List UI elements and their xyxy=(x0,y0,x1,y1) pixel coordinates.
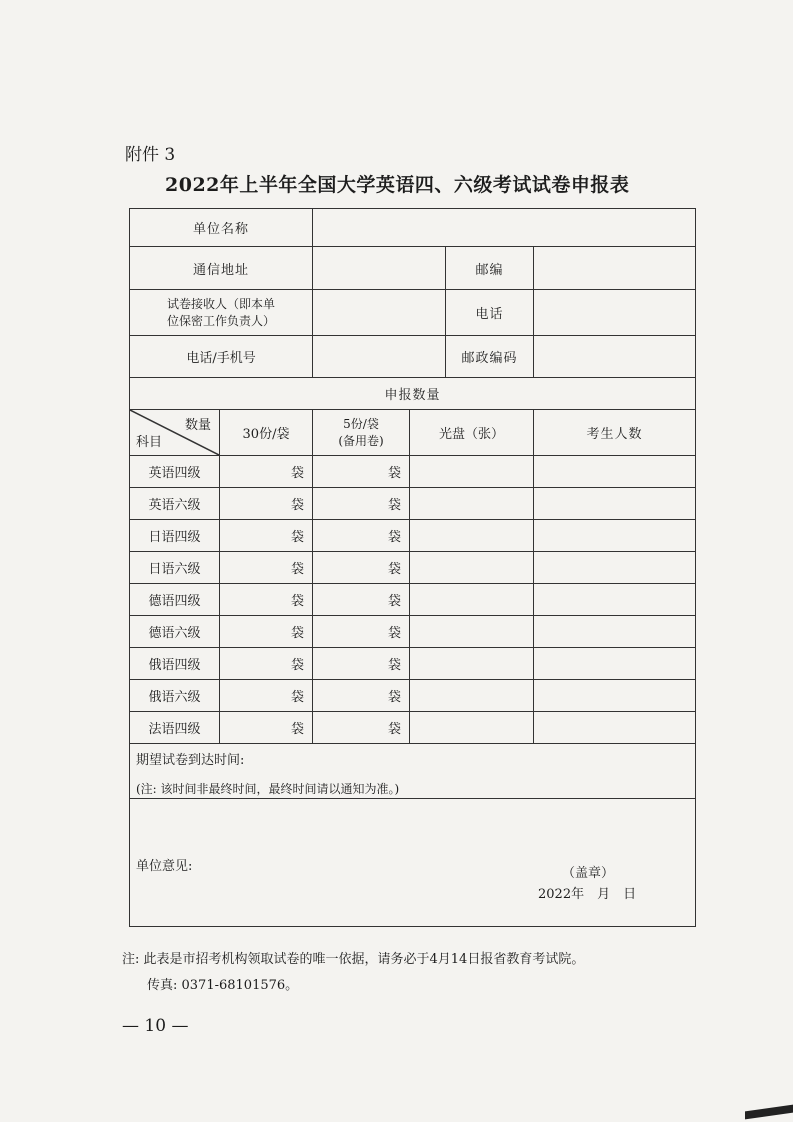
bags-5-cell[interactable]: 袋 xyxy=(313,520,410,552)
subject-name: 日语四级 xyxy=(130,520,220,552)
subject-row xyxy=(130,584,696,616)
corner-bottom-label: 科目 xyxy=(136,435,163,450)
col-header-students: 考生人数 xyxy=(534,410,696,456)
receiver-field[interactable] xyxy=(313,290,446,336)
postcode-label: 邮编 xyxy=(446,247,534,290)
disc-count-cell[interactable] xyxy=(410,648,534,680)
bags-30-cell[interactable]: 袋 xyxy=(220,584,313,616)
application-form xyxy=(129,208,696,927)
unit-name-field[interactable] xyxy=(313,209,696,247)
bags-5-cell[interactable]: 袋 xyxy=(313,552,410,584)
receiver-label-line2: 位保密工作负责人） xyxy=(167,313,276,328)
subject-row xyxy=(130,680,696,712)
student-count-cell[interactable] xyxy=(534,616,696,648)
bags-30-cell[interactable]: 袋 xyxy=(220,520,313,552)
postcode-field[interactable] xyxy=(534,247,696,290)
col-header-5-line1: 5份/袋 xyxy=(343,416,379,431)
phone-field[interactable] xyxy=(534,290,696,336)
disc-count-cell[interactable] xyxy=(410,520,534,552)
footnote-line1: 注: 此表是市招考机构领取试卷的唯一依据，请务必于4月14日报省教育考试院。 xyxy=(122,952,585,967)
disc-count-cell[interactable] xyxy=(410,712,534,744)
address-label: 通信地址 xyxy=(130,247,313,290)
unit-name-label: 单位名称 xyxy=(130,209,313,247)
opinion-label: 单位意见: xyxy=(136,859,193,874)
form-title: 2022年上半年全国大学英语四、六级考试试卷申报表 xyxy=(165,174,630,196)
receiver-label xyxy=(130,290,313,336)
bags-5-cell[interactable]: 袋 xyxy=(313,488,410,520)
bags-30-cell[interactable]: 袋 xyxy=(220,552,313,584)
col-header-5 xyxy=(313,410,410,456)
bags-5-cell[interactable]: 袋 xyxy=(313,712,410,744)
subject-name: 英语四级 xyxy=(130,456,220,488)
student-count-cell[interactable] xyxy=(534,552,696,584)
col-header-30: 30份/袋 xyxy=(220,410,313,456)
student-count-cell[interactable] xyxy=(534,584,696,616)
disc-count-cell[interactable] xyxy=(410,456,534,488)
subject-rows xyxy=(130,456,696,744)
bags-30-cell[interactable]: 袋 xyxy=(220,616,313,648)
subject-row xyxy=(130,552,696,584)
postal-code-field[interactable] xyxy=(534,336,696,378)
disc-count-cell[interactable] xyxy=(410,488,534,520)
bags-5-cell[interactable]: 袋 xyxy=(313,648,410,680)
bags-30-cell[interactable]: 袋 xyxy=(220,488,313,520)
subject-row xyxy=(130,648,696,680)
subject-row xyxy=(130,456,696,488)
seal-label: （盖章） xyxy=(562,866,615,881)
attachment-label: 附件 3 xyxy=(125,145,176,165)
student-count-cell[interactable] xyxy=(534,712,696,744)
arrival-label: 期望试卷到达时间: xyxy=(136,753,245,768)
phone-label: 电话 xyxy=(446,290,534,336)
subject-name: 法语四级 xyxy=(130,712,220,744)
date-label: 2022年 月 日 xyxy=(538,887,637,902)
bags-5-cell[interactable]: 袋 xyxy=(313,616,410,648)
disc-count-cell[interactable] xyxy=(410,584,534,616)
subject-name: 俄语六级 xyxy=(130,680,220,712)
mobile-field[interactable] xyxy=(313,336,446,378)
corner-top-label: 数量 xyxy=(184,418,211,433)
student-count-cell[interactable] xyxy=(534,648,696,680)
student-count-cell[interactable] xyxy=(534,680,696,712)
student-count-cell[interactable] xyxy=(534,520,696,552)
subject-name: 日语六级 xyxy=(130,552,220,584)
subject-name: 德语六级 xyxy=(130,616,220,648)
postal-code-label: 邮政编码 xyxy=(446,336,534,378)
corner-header-cell xyxy=(130,410,220,456)
bags-5-cell[interactable]: 袋 xyxy=(313,456,410,488)
col-header-disc: 光盘（张） xyxy=(410,410,534,456)
bags-30-cell[interactable]: 袋 xyxy=(220,648,313,680)
address-field[interactable] xyxy=(313,247,446,290)
subject-name: 俄语四级 xyxy=(130,648,220,680)
bags-30-cell[interactable]: 袋 xyxy=(220,712,313,744)
section-label: 申报数量 xyxy=(130,378,696,410)
subject-name: 德语四级 xyxy=(130,584,220,616)
disc-count-cell[interactable] xyxy=(410,552,534,584)
scan-edge-mark xyxy=(745,1105,793,1120)
subject-name: 英语六级 xyxy=(130,488,220,520)
subject-row xyxy=(130,616,696,648)
bags-5-cell[interactable]: 袋 xyxy=(313,680,410,712)
footnote-line2: 传真: 0371-68101576。 xyxy=(147,978,299,993)
mobile-label: 电话/手机号 xyxy=(130,336,313,378)
student-count-cell[interactable] xyxy=(534,488,696,520)
disc-count-cell[interactable] xyxy=(410,680,534,712)
receiver-label-line1: 试卷接收人（即本单 xyxy=(167,296,276,311)
bags-30-cell[interactable]: 袋 xyxy=(220,456,313,488)
bags-30-cell[interactable]: 袋 xyxy=(220,680,313,712)
arrival-cell[interactable] xyxy=(130,744,696,799)
subject-row xyxy=(130,520,696,552)
page-number: — 10 — xyxy=(122,1016,189,1036)
subject-row xyxy=(130,488,696,520)
opinion-cell[interactable] xyxy=(130,799,696,927)
subject-row xyxy=(130,712,696,744)
col-header-5-line2: (备用卷) xyxy=(338,433,384,448)
student-count-cell[interactable] xyxy=(534,456,696,488)
disc-count-cell[interactable] xyxy=(410,616,534,648)
arrival-note: (注: 该时间非最终时间，最终时间请以通知为准。) xyxy=(136,782,400,796)
bags-5-cell[interactable]: 袋 xyxy=(313,584,410,616)
